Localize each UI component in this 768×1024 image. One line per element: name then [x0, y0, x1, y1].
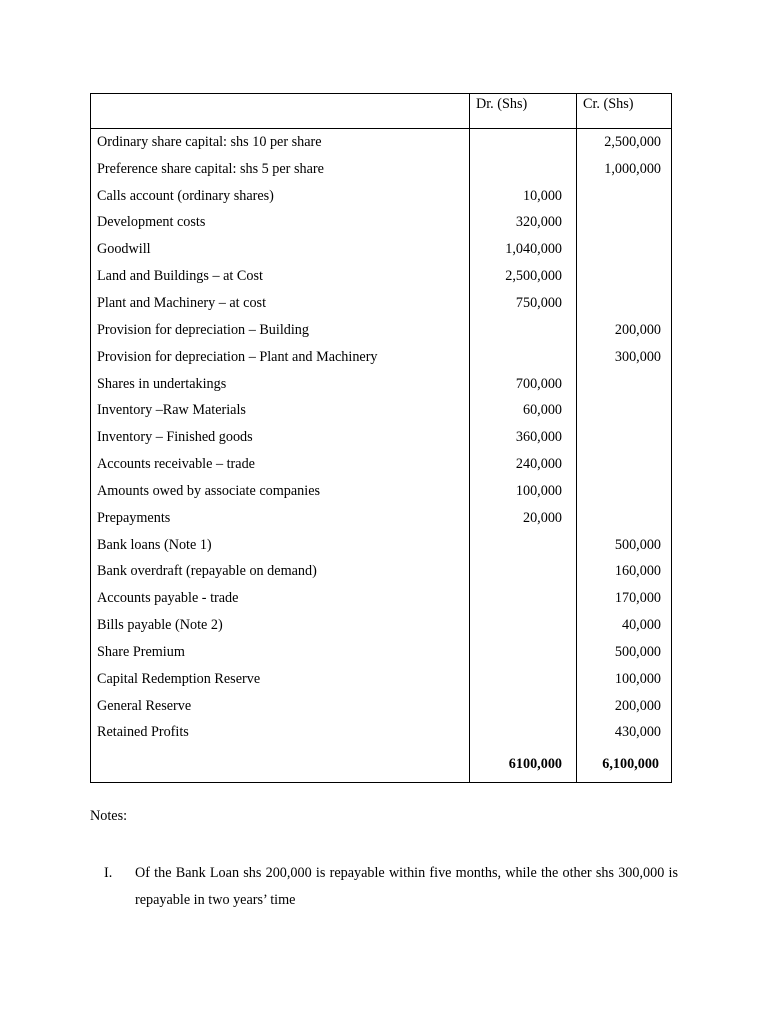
debit-amount-cell	[470, 720, 577, 747]
account-name-cell: Provision for depreciation – Plant and Machinery	[91, 344, 470, 371]
account-name-cell: Prepayments	[91, 505, 470, 532]
debit-amount-cell: 700,000	[470, 371, 577, 398]
debit-amount-cell	[470, 129, 577, 156]
credit-amount-cell	[577, 478, 672, 505]
table-row	[91, 236, 672, 263]
account-name-cell: Land and Buildings – at Cost	[91, 263, 470, 290]
credit-amount-cell	[577, 263, 672, 290]
credit-amount-cell	[577, 236, 672, 263]
notes-heading: Notes:	[90, 808, 128, 824]
debit-amount-cell: 20,000	[470, 505, 577, 532]
credit-amount-cell	[577, 424, 672, 451]
account-name-cell: Plant and Machinery – at cost	[91, 290, 470, 317]
debit-amount-cell: 750,000	[470, 290, 577, 317]
description-column-header	[91, 94, 470, 129]
credit-amount-cell: 500,000	[577, 532, 672, 559]
table-row	[91, 183, 672, 210]
debit-amount-cell: 1,040,000	[470, 236, 577, 263]
table-row	[91, 478, 672, 505]
note-item	[90, 860, 678, 914]
table-row	[91, 532, 672, 559]
table-row	[91, 720, 672, 747]
debit-total: 6100,000	[470, 746, 577, 783]
debit-amount-cell: 60,000	[470, 397, 577, 424]
table-row	[91, 505, 672, 532]
table-row	[91, 612, 672, 639]
debit-amount-cell: 10,000	[470, 183, 577, 210]
debit-amount-cell	[470, 666, 577, 693]
table-row	[91, 666, 672, 693]
table-row	[91, 263, 672, 290]
note-number: I.	[104, 865, 113, 881]
note-text: Of the Bank Loan shs 200,000 is repayable within five months, while the other shs 300,000 is repayable in two years’ time	[135, 865, 678, 908]
table-row	[91, 451, 672, 478]
debit-amount-cell: 100,000	[470, 478, 577, 505]
credit-amount-cell	[577, 397, 672, 424]
account-name-cell: Shares in undertakings	[91, 371, 470, 398]
account-name-cell: Share Premium	[91, 639, 470, 666]
credit-amount-cell	[577, 451, 672, 478]
debit-amount-cell: 360,000	[470, 424, 577, 451]
credit-amount-cell	[577, 183, 672, 210]
table-row	[91, 344, 672, 371]
debit-amount-cell: 2,500,000	[470, 263, 577, 290]
table-row	[91, 397, 672, 424]
debit-amount-cell	[470, 532, 577, 559]
account-name-cell: Capital Redemption Reserve	[91, 666, 470, 693]
credit-column-header: Cr. (Shs)	[577, 94, 672, 129]
account-name-cell: Provision for depreciation – Building	[91, 317, 470, 344]
debit-amount-cell	[470, 612, 577, 639]
table-row	[91, 210, 672, 237]
account-name-cell: Accounts receivable – trade	[91, 451, 470, 478]
credit-amount-cell	[577, 210, 672, 237]
account-name-cell: Inventory –Raw Materials	[91, 397, 470, 424]
table-row	[91, 585, 672, 612]
table-row	[91, 559, 672, 586]
table-row	[91, 639, 672, 666]
account-name-cell: Bank overdraft (repayable on demand)	[91, 559, 470, 586]
credit-amount-cell: 1,000,000	[577, 156, 672, 183]
account-name-cell: Accounts payable - trade	[91, 585, 470, 612]
account-name-cell: Bills payable (Note 2)	[91, 612, 470, 639]
debit-amount-cell	[470, 639, 577, 666]
credit-amount-cell: 160,000	[577, 559, 672, 586]
credit-amount-cell	[577, 371, 672, 398]
table-row	[91, 129, 672, 156]
credit-amount-cell: 170,000	[577, 585, 672, 612]
credit-amount-cell: 500,000	[577, 639, 672, 666]
debit-amount-cell	[470, 344, 577, 371]
credit-amount-cell	[577, 505, 672, 532]
credit-amount-cell: 100,000	[577, 666, 672, 693]
account-name-cell: Bank loans (Note 1)	[91, 532, 470, 559]
account-name-cell: Retained Profits	[91, 720, 470, 747]
credit-amount-cell: 430,000	[577, 720, 672, 747]
account-name-cell: Goodwill	[91, 236, 470, 263]
account-name-cell: Development costs	[91, 210, 470, 237]
credit-total: 6,100,000	[577, 746, 672, 783]
debit-column-header: Dr. (Shs)	[470, 94, 577, 129]
debit-amount-cell	[470, 156, 577, 183]
totals-row	[91, 746, 672, 783]
debit-amount-cell: 320,000	[470, 210, 577, 237]
debit-amount-cell	[470, 559, 577, 586]
account-name-cell: Inventory – Finished goods	[91, 424, 470, 451]
credit-amount-cell: 200,000	[577, 317, 672, 344]
table-body	[91, 129, 672, 747]
table-row	[91, 371, 672, 398]
debit-amount-cell	[470, 585, 577, 612]
trial-balance-table	[90, 93, 672, 783]
table-row	[91, 424, 672, 451]
account-name-cell: General Reserve	[91, 693, 470, 720]
totals-label-cell	[91, 746, 470, 783]
credit-amount-cell	[577, 290, 672, 317]
table-row	[91, 317, 672, 344]
credit-amount-cell: 40,000	[577, 612, 672, 639]
table-header-row	[91, 94, 672, 129]
table-row	[91, 693, 672, 720]
account-name-cell: Calls account (ordinary shares)	[91, 183, 470, 210]
table-row	[91, 290, 672, 317]
table-row	[91, 156, 672, 183]
account-name-cell: Preference share capital: shs 5 per share	[91, 156, 470, 183]
account-name-cell: Ordinary share capital: shs 10 per share	[91, 129, 470, 156]
credit-amount-cell: 2,500,000	[577, 129, 672, 156]
debit-amount-cell: 240,000	[470, 451, 577, 478]
credit-amount-cell: 300,000	[577, 344, 672, 371]
debit-amount-cell	[470, 693, 577, 720]
account-name-cell: Amounts owed by associate companies	[91, 478, 470, 505]
debit-amount-cell	[470, 317, 577, 344]
credit-amount-cell: 200,000	[577, 693, 672, 720]
